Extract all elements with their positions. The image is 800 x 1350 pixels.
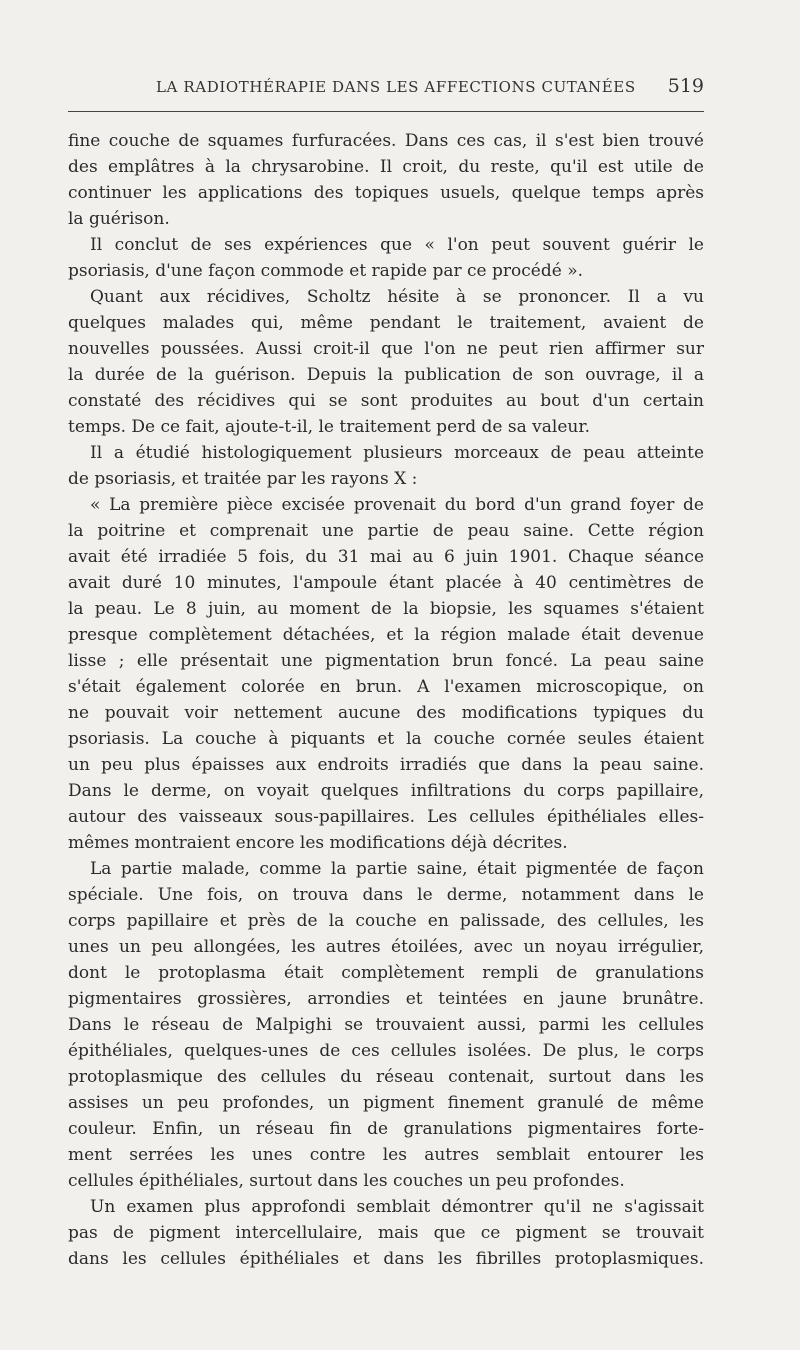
text-line: des emplâtres à la chrysarobine. Il croit, du reste, qu'il est utile de (68, 157, 704, 177)
text-line: corps papillaire et près de la couche en palissade, des cellules, les (68, 911, 704, 931)
text-line: fine couche de squames furfuracées. Dans ces cas, il s'est bien trouvé (68, 131, 704, 151)
text-line: la durée de la guérison. Depuis la publication de son ouvrage, il a (68, 365, 704, 385)
running-head (68, 75, 704, 101)
text-line: ment serrées les unes contre les autres semblait entourer les (68, 1145, 704, 1165)
text-line: continuer les applications des topiques usuels, quelque temps après (68, 183, 704, 203)
header-rule (68, 111, 704, 112)
text-line: pigmentaires grossières, arrondies et teintées en jaune brunâtre. (68, 989, 704, 1009)
text-line: quelques malades qui, même pendant le traitement, avaient de (68, 313, 704, 333)
page-number: 519 (667, 75, 704, 97)
text-line: spéciale. Une fois, on trouva dans le derme, notamment dans le (68, 885, 704, 905)
text-line: Dans le derme, on voyait quelques infiltrations du corps papillaire, (68, 781, 704, 801)
text-line: avait été irradiée 5 fois, du 31 mai au 6 juin 1901. Chaque séance (68, 547, 704, 567)
text-line: avait duré 10 minutes, l'ampoule étant placée à 40 centimètres de (68, 573, 704, 593)
text-line: dont le protoplasma était complètement rempli de granulations (68, 963, 704, 983)
text-line: lisse ; elle présentait une pigmentation brun foncé. La peau saine (68, 651, 704, 671)
running-head-title: LA RADIOTHÉRAPIE DANS LES AFFECTIONS CUTANÉES (156, 78, 636, 96)
text-line: protoplasmique des cellules du réseau contenait, surtout dans les (68, 1067, 704, 1087)
text-line: La partie malade, comme la partie saine, était pigmentée de façon (90, 859, 704, 879)
text-line: un peu plus épaisses aux endroits irradiés que dans la peau saine. (68, 755, 704, 775)
text-line: couleur. Enfin, un réseau fin de granulations pigmentaires forte- (68, 1119, 704, 1139)
text-line: s'était également colorée en brun. A l'examen microscopique, on (68, 677, 704, 697)
text-line: dans les cellules épithéliales et dans les fibrilles protoplasmiques. (68, 1249, 704, 1269)
text-line: « La première pièce excisée provenait du bord d'un grand foyer de (90, 495, 704, 515)
text-line: Il conclut de ses expériences que « l'on peut souvent guérir le (90, 235, 704, 255)
text-line: presque complètement détachées, et la région malade était devenue (68, 625, 704, 645)
text-line: autour des vaisseaux sous-papillaires. Les cellules épithéliales elles- (68, 807, 704, 827)
text-line: cellules épithéliales, surtout dans les couches un peu profondes. (68, 1171, 625, 1191)
text-line: psoriasis, d'une façon commode et rapide par ce procédé ». (68, 261, 583, 281)
text-line: ne pouvait voir nettement aucune des modifications typiques du (68, 703, 704, 723)
text-line: de psoriasis, et traitée par les rayons X : (68, 469, 418, 489)
text-line: épithéliales, quelques-unes de ces cellules isolées. De plus, le corps (68, 1041, 704, 1061)
text-line: la guérison. (68, 209, 170, 229)
text-line: temps. De ce fait, ajoute-t-il, le traitement perd de sa valeur. (68, 417, 590, 437)
text-line: Quant aux récidives, Scholtz hésite à se prononcer. Il a vu (90, 287, 704, 307)
text-line: pas de pigment intercellulaire, mais que ce pigment se trouvait (68, 1223, 704, 1243)
body-text (68, 128, 704, 1272)
text-line: assises un peu profondes, un pigment finement granulé de même (68, 1093, 704, 1113)
text-line: mêmes montraient encore les modifications déjà décrites. (68, 833, 568, 853)
text-line: Un examen plus approfondi semblait démontrer qu'il ne s'agissait (90, 1197, 704, 1217)
text-line: psoriasis. La couche à piquants et la couche cornée seules étaient (68, 729, 704, 749)
text-line: nouvelles poussées. Aussi croit-il que l'on ne peut rien affirmer sur (68, 339, 704, 359)
text-line: Il a étudié histologiquement plusieurs morceaux de peau atteinte (90, 443, 704, 463)
text-line: unes un peu allongées, les autres étoilées, avec un noyau irrégulier, (68, 937, 704, 957)
text-line: constaté des récidives qui se sont produites au bout d'un certain (68, 391, 704, 411)
text-line: la peau. Le 8 juin, au moment de la biopsie, les squames s'étaient (68, 599, 704, 619)
text-line: Dans le réseau de Malpighi se trouvaient aussi, parmi les cellules (68, 1015, 704, 1035)
text-line: la poitrine et comprenait une partie de peau saine. Cette région (68, 521, 704, 541)
